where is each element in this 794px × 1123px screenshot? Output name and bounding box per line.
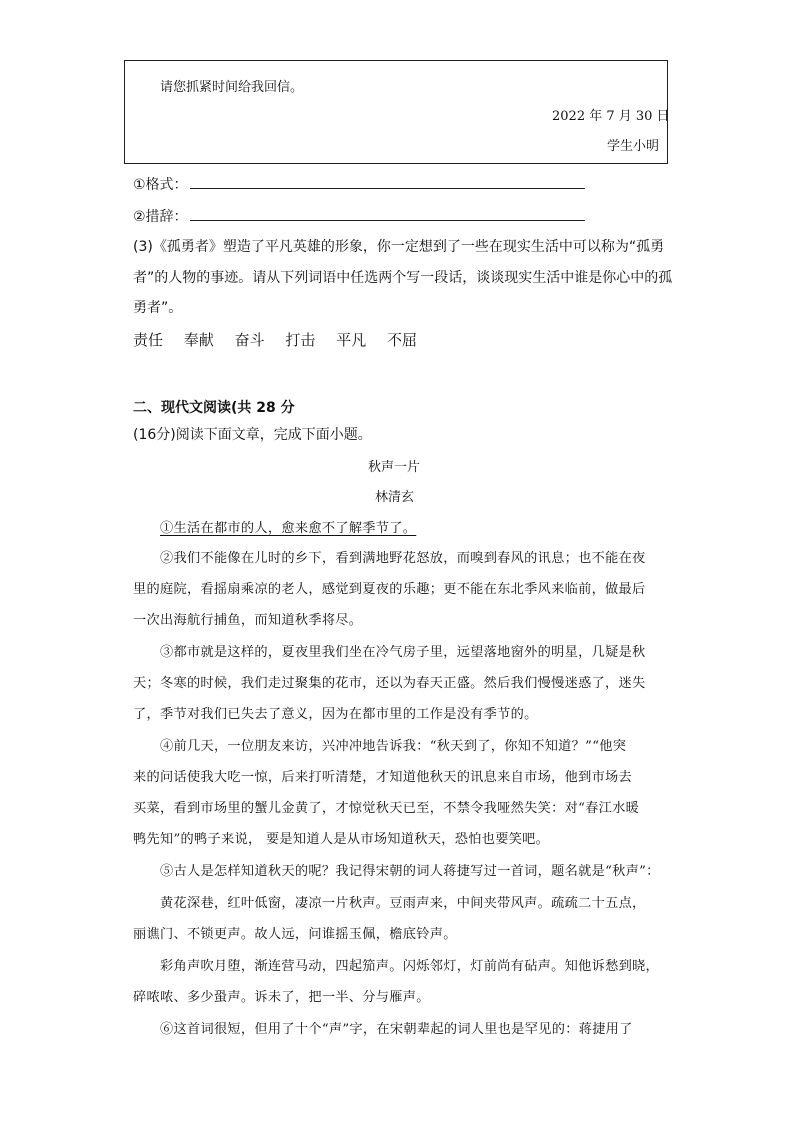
paragraph-2-line2: 里的庭院，看摇扇乘凉的老人，感觉到夏夜的乐趣；更不能在东北季风来临前，做最后 bbox=[133, 582, 646, 597]
paragraph-2-line1: ②我们不能像在儿时的乡下，看到满地野花怒放，而嗅到春风的讯息；也不能在夜 bbox=[160, 551, 646, 566]
wording-answer-line[interactable] bbox=[190, 202, 585, 221]
poem-stanza-2-line1: 彩角声吹月堕，渐连营马动，四起笳声。闪烁邻灯，灯前尚有砧声。知他诉愁到晓， bbox=[160, 959, 660, 974]
format-answer-line[interactable] bbox=[190, 170, 585, 189]
paragraph-6-line1: ⑥这首词很短，但用了十个“声”字，在宋朝辈起的词人里也是罕见的：蒋捷用了 bbox=[160, 1022, 633, 1037]
paragraph-3-line3: 了，季节对我们已失去了意义，因为在都市里的工作是没有季节的。 bbox=[133, 707, 538, 722]
word-item: 打击 bbox=[285, 331, 316, 349]
poem-stanza-1-line2: 丽谯门、不锁更声。故人远，问谁摇玉佩，檐底铃声。 bbox=[133, 927, 457, 942]
poem-stanza-1-line1: 黄花深巷，红叶低窗，凄凉一片秋声。豆雨声来，中间夹带风声。疏疏二十五点， bbox=[160, 896, 646, 911]
letter-signature: 学生小明 bbox=[607, 139, 660, 154]
paragraph-3-line2: 天；冬寒的时候，我们走过聚集的花市，还以为春天正盛。然后我们慢慢迷惑了，迷失 bbox=[133, 676, 646, 691]
q3-line1: (3)《孤勇者》塑造了平凡英雄的形象，你一定想到了一些在现实生活中可以称为“孤勇 bbox=[133, 239, 665, 255]
paragraph-4-line1: ④前几天，一位朋友来访，兴冲冲地告诉我：“秋天到了，你知不知道？”“他突 bbox=[160, 739, 627, 754]
underlined-sentence: ①生活在都市的人，愈来愈不了解季节了。 bbox=[160, 521, 417, 536]
q3-line3: 勇者”。 bbox=[133, 300, 183, 316]
paragraph-5-line1: ⑤古人是怎样知道秋天的呢？我记得宋朝的词人蒋捷写过一首词，题名就是“秋声”： bbox=[160, 864, 660, 879]
wording-label: ②措辞： bbox=[133, 209, 188, 225]
word-item: 平凡 bbox=[336, 331, 367, 349]
section-instruction: (16分)阅读下面文章，完成下面小题。 bbox=[133, 427, 372, 443]
letter-date: 2022 年 7 月 30 日 bbox=[552, 109, 670, 124]
paragraph-3-line1: ③都市就是这样的，夏夜里我们坐在冷气房子里，远望落地窗外的明星，几疑是秋 bbox=[160, 645, 646, 660]
letter-line: 请您抓紧时间给我回信。 bbox=[160, 80, 304, 95]
word-list bbox=[133, 329, 433, 350]
article-title: 秋声一片 bbox=[368, 460, 421, 475]
paragraph-4-line4: 鸭先知”的鸭子来说， 要是知道人是从市场知道秋天，恐怕也要笑吧。 bbox=[133, 832, 550, 847]
article-author: 林清玄 bbox=[375, 490, 415, 505]
word-item: 责任 bbox=[133, 331, 164, 349]
paragraph-1 bbox=[160, 513, 690, 544]
paragraph-4-line2: 来的问话使我大吃一惊，后来打听清楚，才知道他秋天的讯息来自市场，他到市场去 bbox=[133, 770, 633, 785]
paragraph-2-line3: 一次出海航行捕鱼，而知道秋季将尽。 bbox=[133, 613, 363, 628]
word-item: 奉献 bbox=[183, 331, 214, 349]
poem-stanza-2-line2: 碎哝哝、多少蛩声。诉未了，把一半、分与雁声。 bbox=[133, 990, 430, 1005]
paragraph-4-line3: 买菜，看到市场里的蟹儿金黄了，才惊觉秋天已至，不禁令我哑然失笑：对“春江水暖 bbox=[133, 801, 640, 816]
format-label: ①格式： bbox=[133, 177, 188, 193]
word-item: 不屈 bbox=[386, 331, 417, 349]
word-item: 奋斗 bbox=[234, 331, 265, 349]
section-heading: 二、现代文阅读(共 28 分 bbox=[133, 400, 295, 416]
q3-line2: 者”的人物的事迹。请从下列词语中任选两个写一段话，谈谈现实生活中谁是你心中的孤 bbox=[133, 270, 673, 286]
